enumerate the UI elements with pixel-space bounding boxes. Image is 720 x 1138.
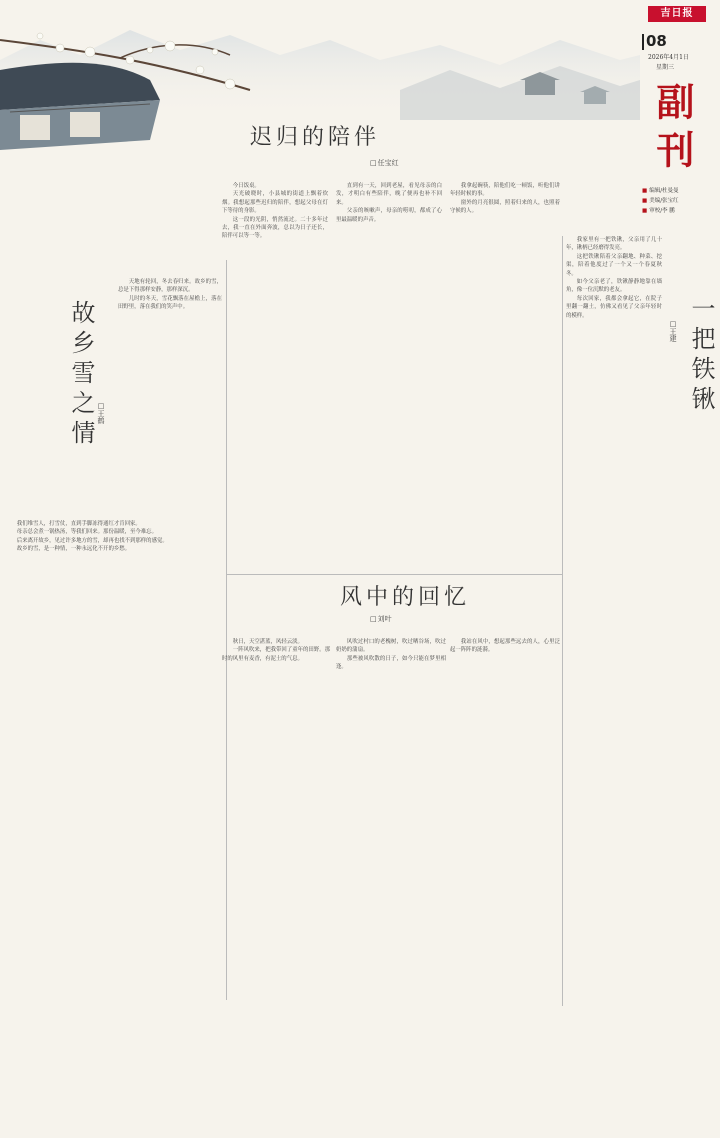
- credit-proofreader: ■ 审校/李 鹏: [642, 206, 679, 216]
- paragraph: 风吹过村口的老槐树，吹过晒谷场，吹过奶奶的蒲扇。: [336, 639, 446, 654]
- section-title: 副刊: [650, 82, 695, 178]
- article-body: [566, 236, 662, 1006]
- paragraph: 故乡的雪，是一种情，一种永远化不开的乡愁。: [16, 546, 131, 553]
- paragraph: 一阵风吹来，把我带回了童年的田野。那时的风里有麦香，有泥土的气息。: [222, 647, 330, 662]
- article-title: 故乡雪之情: [67, 300, 95, 450]
- paragraph: 窗外的月亮很圆，照着归来的人，也照着守候的人。: [450, 199, 560, 215]
- article-author: □ 任宝红: [370, 158, 399, 168]
- paragraph: 如今父亲老了，铁锹静静地靠在墙角，像一位沉默的老友。: [566, 279, 662, 294]
- article-body: [222, 182, 328, 567]
- page-number: 08: [646, 32, 667, 50]
- paragraph: 每次回家，我都会拿起它，在院子里翻一翻土，仿佛又看见了父亲年轻时的模样。: [566, 295, 662, 319]
- masthead-logo: 吉日报: [648, 6, 706, 22]
- article-body: [222, 638, 330, 1010]
- paragraph: 今日饭桌。: [232, 183, 260, 189]
- paragraph: 天光破晓时，小县城的街道上飘着炊烟。我想起那些迟归的陪伴，想起父母在灯下等待的身影。: [222, 191, 328, 215]
- paragraph: 这把铁锹陪着父亲翻地、种菜、挖渠，陪着他度过了一个又一个春夏秋冬。: [566, 253, 662, 277]
- article-title: 迟归的陪伴: [250, 125, 381, 150]
- paragraph: 我家里有一把铁锹，父亲用了几十年，锹柄已经磨得发亮。: [566, 237, 662, 252]
- article-title: 一把铁锹: [687, 296, 715, 416]
- article-body: [450, 638, 560, 1010]
- article-author: □ 王鹤: [96, 402, 106, 424]
- issue-date: 2026年4月1日: [648, 54, 689, 61]
- column-divider: [562, 236, 563, 1006]
- paragraph: 我拿起碗筷，陪他们吃一顿饭，听他们讲年轻时候的事。: [450, 183, 560, 198]
- landscape-illustration: [0, 0, 640, 190]
- paragraph: 这一段的光阴，悄然流过。二十多年过去，我一直在外面奔波，总以为日子还长，陪伴可以等一等。: [222, 216, 328, 240]
- paragraph: 我们堆雪人，打雪仗，直到手脚冻得通红才肯回家。: [16, 521, 141, 527]
- article-body: [6, 520, 220, 1138]
- section-divider: [226, 574, 562, 575]
- credit-designer: ■ 美编/张宝红: [642, 196, 679, 206]
- paragraph: 秋日，天空湛蓝，风轻云淡。: [232, 639, 303, 645]
- paragraph: 父亲的咳嗽声，母亲的唠叨，都成了心里最温暖的声音。: [336, 208, 442, 223]
- article-body: [336, 182, 442, 567]
- article-title: 风中的回忆: [340, 585, 471, 610]
- paragraph: 后来离开故乡，见过许多地方的雪，却再也找不到那样的感觉。: [16, 537, 168, 544]
- article-author: □ 刘叶: [370, 614, 392, 624]
- paragraph: 那些被风吹散的日子，如今只能在梦里相逢。: [336, 655, 446, 671]
- article-body: [336, 638, 446, 1010]
- issue-weekday: 星期三: [656, 64, 675, 71]
- credit-editor: ■ 编辑/杜曼曼: [642, 186, 679, 196]
- paragraph: 儿时的冬天，雪花飘落在屋檐上，落在田野里，落在我们的笑声中。: [118, 295, 222, 311]
- paragraph: 我站在风中，想起那些远去的人，心里泛起一阵阵的涟漪。: [450, 639, 560, 654]
- article-author: □ 王建: [668, 320, 678, 342]
- article-body: [450, 182, 560, 567]
- paragraph: 直到有一天，回到老屋，看见母亲的白发，才明白有些陪伴，晚了便再也补不回来。: [336, 183, 442, 206]
- editor-credits: [642, 186, 679, 216]
- paragraph: 母亲总会煮一锅热汤，等我们回来。那份温暖，至今难忘。: [16, 529, 157, 536]
- paragraph: 天地有轮回，冬去春归来。故乡的雪，总是下得那样安静，那样深沉。: [118, 279, 222, 294]
